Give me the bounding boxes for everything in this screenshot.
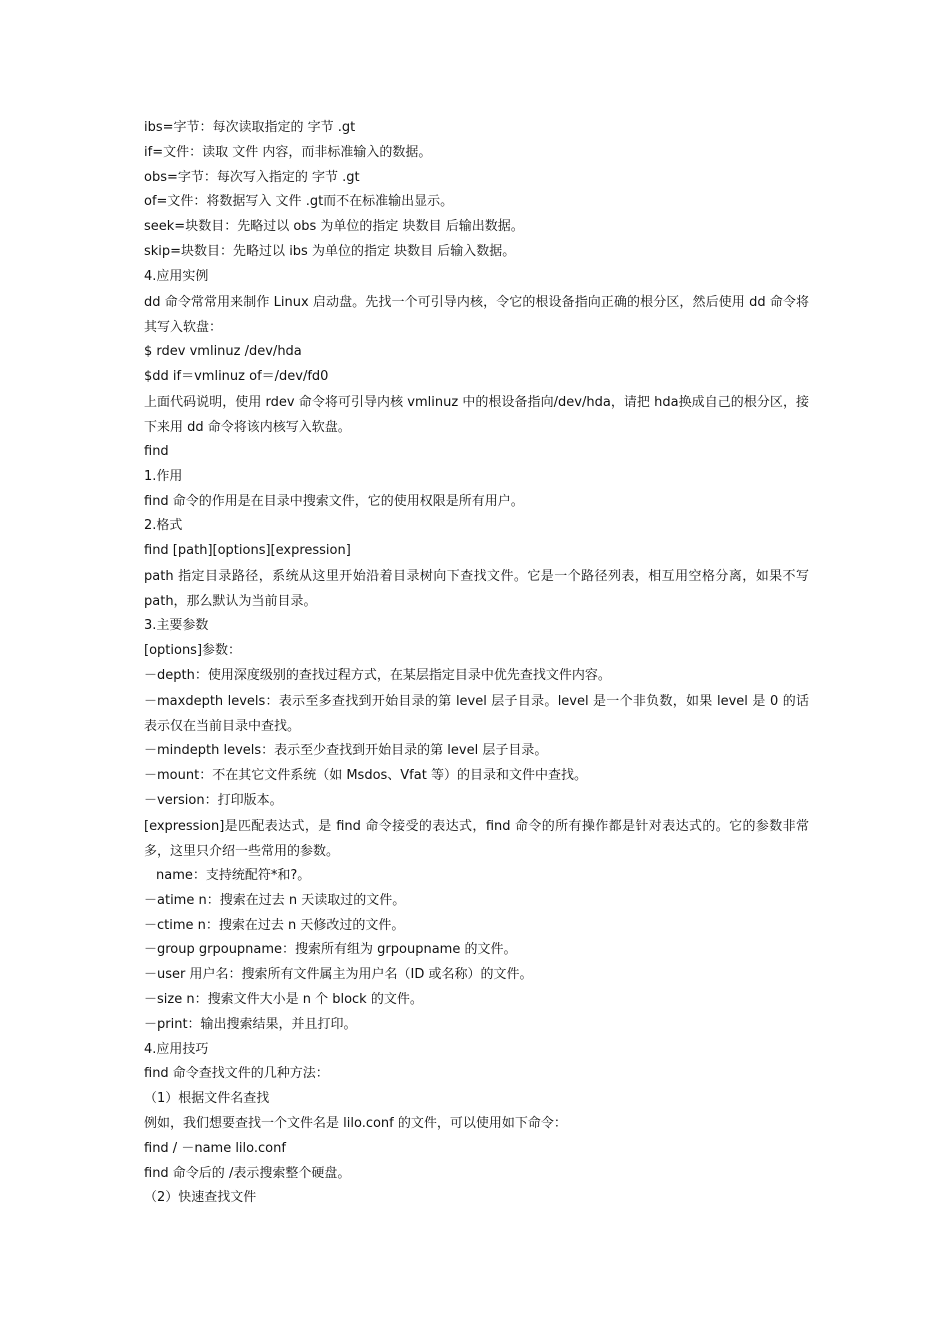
section-heading: 4.应用实例 <box>144 268 209 284</box>
text-line: find 命令查找文件的几种方法： <box>144 1066 329 1082</box>
code-line: $dd if＝vmlinuz of＝/dev/fd0 <box>144 368 329 384</box>
text-line: [options]参数： <box>144 643 242 659</box>
option-line: －print：输出搜索结果，并且打印。 <box>144 1016 357 1032</box>
section-heading: 2.格式 <box>144 518 183 534</box>
text-line: find 命令后的 /表示搜索整个硬盘。 <box>144 1165 351 1181</box>
text-line: skip=块数目：先略过以 ibs 为单位的指定 块数目 后输入数据。 <box>144 243 516 259</box>
paragraph: [expression]是匹配表达式，是 find 命令接受的表达式，find 命令的所有操作都是针对表达式的。它的参数非常多，这里只介绍一些常用的参数。 <box>144 818 809 859</box>
option-line: name：支持统配符*和?。 <box>156 867 311 883</box>
text-line: obs=字节：每次写入指定的 字节 .gt <box>144 169 360 185</box>
option-line: －depth：使用深度级别的查找过程方式，在某层指定目录中优先查找文件内容。 <box>144 667 611 683</box>
code-line: $ rdev vmlinuz /dev/hda <box>144 343 302 359</box>
text-line: if=文件：读取 文件 内容，而非标准输入的数据。 <box>144 144 432 160</box>
option-line: －mindepth levels：表示至少查找到开始目录的第 level 层子目录。 <box>144 743 548 759</box>
option-line: －size n：搜索文件大小是 n 个 block 的文件。 <box>144 991 423 1007</box>
option-line: －mount：不在其它文件系统（如 Msdos、Vfat 等）的目录和文件中查找。 <box>144 767 587 783</box>
paragraph: 上面代码说明，使用 rdev 命令将可引导内核 vmlinuz 中的根设备指向/dev/hda，请把 hda换成自己的根分区，接下来用 dd 命令将该内核写入软盘。 <box>144 394 809 435</box>
text-line: of=文件：将数据写入 文件 .gt而不在标准输出显示。 <box>144 194 454 210</box>
paragraph: path 指定目录路径，系统从这里开始沿着目录树向下查找文件。它是一个路径列表，相互用空格分离，如果不写 path，那么默认为当前目录。 <box>144 568 809 610</box>
subsection-heading: （2）快速查找文件 <box>144 1190 257 1206</box>
text-line: 例如，我们想要查找一个文件名是 lilo.conf 的文件，可以使用如下命令： <box>144 1115 567 1131</box>
option-line: －user 用户名：搜索所有文件属主为用户名（ID 或名称）的文件。 <box>144 967 533 983</box>
option-paragraph: －maxdepth levels：表示至多查找到开始目录的第 level 层子目录。level 是一个非负数，如果 level 是 0 的话表示仅在当前目录中查找。 <box>144 693 809 734</box>
code-line: find / －name lilo.conf <box>144 1140 286 1156</box>
option-line: －group grpoupname：搜索所有组为 grpoupname 的文件。 <box>144 942 517 958</box>
text-line: seek=块数目：先略过以 obs 为单位的指定 块数目 后输出数据。 <box>144 219 524 235</box>
option-line: －ctime n：搜索在过去 n 天修改过的文件。 <box>144 917 405 933</box>
code-line: find [path][options][expression] <box>144 543 351 559</box>
option-line: －atime n：搜索在过去 n 天读取过的文件。 <box>144 892 406 908</box>
document-body <box>144 116 809 1211</box>
option-line: －version：打印版本。 <box>144 792 283 808</box>
section-heading: 1.作用 <box>144 468 183 484</box>
paragraph: dd 命令常常用来制作 Linux 启动盘。先找一个可引导内核，令它的根设备指向正确的根分区，然后使用 dd 命令将其写入软盘： <box>144 294 809 335</box>
subsection-heading: （1）根据文件名查找 <box>144 1091 270 1107</box>
text-line: ibs=字节：每次读取指定的 字节 .gt <box>144 120 356 135</box>
section-heading: 4.应用技巧 <box>144 1041 209 1057</box>
command-title: find <box>144 443 169 459</box>
text-line: find 命令的作用是在目录中搜索文件，它的使用权限是所有用户。 <box>144 493 524 509</box>
section-heading: 3.主要参数 <box>144 618 209 634</box>
